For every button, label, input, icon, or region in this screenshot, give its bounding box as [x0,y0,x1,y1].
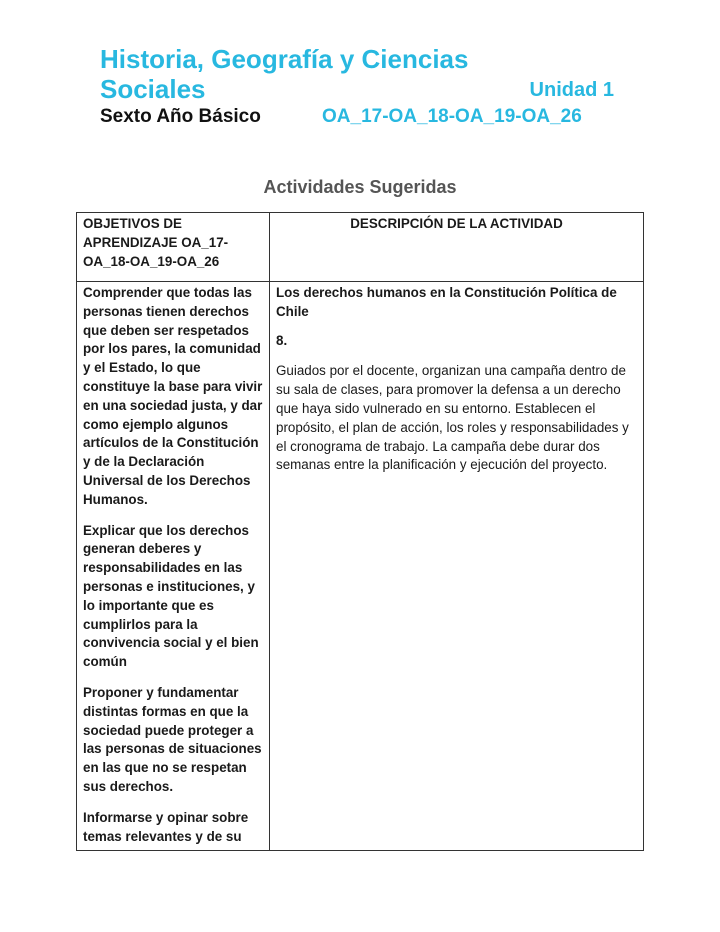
activity-number: 8. [276,332,288,348]
subject-title-line-1: Historia, Geografía y Ciencias [100,44,469,74]
table-header-row [77,213,644,282]
activity-description: Guiados por el docente, organizan una campaña dentro de su sala de clases, para promover la defensa a un derecho que haya sido vulnerado en su entorno. Establecen el propósito, el plan de acción, los roles y responsabilidades y el cronograma de trabajo. La campaña debe durar dos semanas entre la planificación y ejecución del proyecto. [276,363,629,473]
description-header: DESCRIPCIÓN DE LA ACTIVIDAD [270,213,644,282]
subject-title-row [100,74,620,104]
objectives-cell [77,282,270,851]
objective-item: Proponer y fundamentar distintas formas en que la sociedad puede proteger a las personas de situaciones en las que no se respetan sus derechos. [83,684,262,794]
table-row [77,282,644,851]
objective-item: Informarse y opinar sobre temas relevantes y de su [83,809,249,844]
objectives-header: OBJETIVOS DE APRENDIZAJE OA_17-OA_18-OA_19-OA_26 [77,213,270,282]
section-title: Actividades Sugeridas [263,177,457,197]
activity-title: Los derechos humanos en la Constitución Política de Chile [276,285,617,319]
activities-table [76,212,644,851]
subject-title-line-2: Sociales [100,74,206,104]
document-header [100,44,620,128]
objective-item: Explicar que los derechos generan deberes y responsabilidades en las personas e instituciones, y lo importante que es cumplirlos para la convivencia social y el bien común [83,522,259,670]
objective-item: Comprender que todas las personas tienen derechos que deben ser respetados por los pares, la comunidad y el Estado, lo que constituye la base para vivir en una sociedad justa, y dar como ejemplo algunos artículos de la Constitución y de la Declaración Universal de los Derechos Humanos. [83,285,263,507]
oa-codes: OA_17-OA_18-OA_19-OA_26 [322,106,582,127]
grade-row [100,106,620,128]
description-cell [270,282,644,851]
grade-label: Sexto Año Básico [100,106,261,127]
unit-label: Unidad 1 [529,79,614,101]
